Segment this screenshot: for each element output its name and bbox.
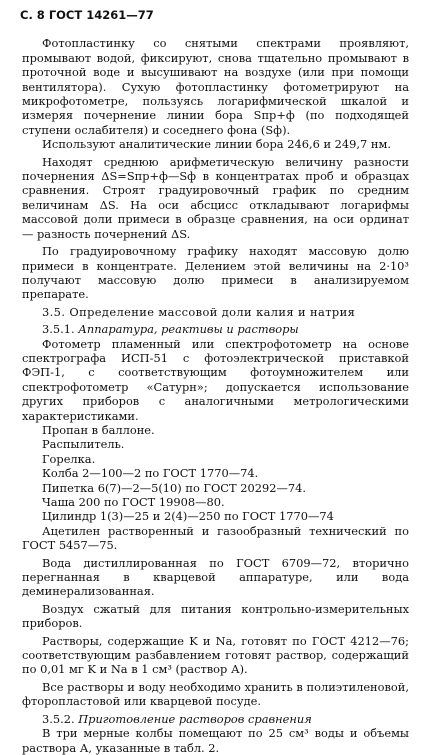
page-header: С. 8 ГОСТ 14261—77 [20,8,154,22]
section-3-5-heading: 3.5. Определение массовой доли калия и натрия [42,304,356,319]
paragraph-air: Воздух сжатый для питания контрольно-измерительных приборов. [22,601,409,631]
equipment-item: Распылитель. [42,437,125,452]
paragraph-storage: Все растворы и воду необходимо хранить в полиэтиленовой, фторопластовой или кварцевой посуде. [22,679,409,709]
paragraph-calibration-graph: По градуировочному графику находят массовую долю примеси в концентрате. Делением этой величины на 2·10³ получают массовую долю примеси в анализируемом препарате. [22,244,409,302]
equipment-item: Пипетка 6(7)—2—5(10) по ГОСТ 20292—74. [42,480,306,495]
section-3-5-2-title: Приготовление растворов сравнения [78,711,312,726]
paragraph-solutions: Растворы, содержащие K и Na, готовят по ГОСТ 4212—76; соответствующим разбавлением готовят раствор, содержащий по 0,01 мг K и Na в 1 см³ (раствор А). [22,633,409,677]
paragraph-water: Вода дистиллированная по ГОСТ 6709—72, вторично перегнанная в кварцевой аппаратуре, или вода деминерализованная. [22,555,409,599]
paragraph-reference-solutions: В три мерные колбы помещают по 25 см³ воды и объемы раствора А, указанные в табл. 2. [22,726,409,755]
equipment-item: Горелка. [42,451,96,466]
section-3-5-1-number: 3.5.1. [42,322,75,337]
equipment-item: Чаша 200 по ГОСТ 19908—80. [42,495,225,509]
paragraph-average-difference: Находят среднюю арифметическую величину разности почернения ΔS=Sпр+ф—Sф в концентратах проб и образцах сравнения. Строят градуировочный график по средним величинам ΔS. На оси абсцисс откладывают логарифмы массовой доли примеси в образце сравнения, на оси ординат — разность почернений ΔS. [22,154,409,241]
paragraph-photometer: Фотометр пламенный или спектрофотометр на основе спектрографа ИСП-51 с фотоэлектрической приставкой ФЭП-1, с соответствующим фотоумножителем или спектрофотометр «Сатурн»; допускается использование других приборов с аналогичными метрологическими характеристиками. [22,336,409,423]
section-3-5-1-title: Аппаратура, реактивы и растворы [78,322,299,337]
equipment-item: Пропан в баллоне. [42,422,155,437]
section-3-5-2-number: 3.5.2. [42,711,75,726]
equipment-item: Цилиндр 1(3)—25 и 2(4)—250 по ГОСТ 1770—74 [42,509,334,524]
section-3-5-1-heading [22,322,409,336]
paragraph-acetylene: Ацетилен растворенный и газообразный технический по ГОСТ 5457—75. [22,523,409,553]
equipment-item: Колба 2—100—2 по ГОСТ 1770—74. [42,466,259,481]
section-3-5-2-heading [22,712,409,726]
paragraph-photoplate: Фотопластинку со снятыми спектрами проявляют, промывают водой, фиксируют, снова тщательно промывают в проточной воде и высушивают на воздухе (или при помощи вентилятора). Сухую фотопластинку фотометрируют на микрофотометре, пользуясь логарифмической шкалой и измеряя почернение линии бора Sпр+ф (по подходящей ступени ослабителя) и соседнего фона (Sф). [22,36,409,137]
paragraph-analytical-lines: Используют аналитические линии бора 246,6 и 249,7 нм. [42,137,391,152]
